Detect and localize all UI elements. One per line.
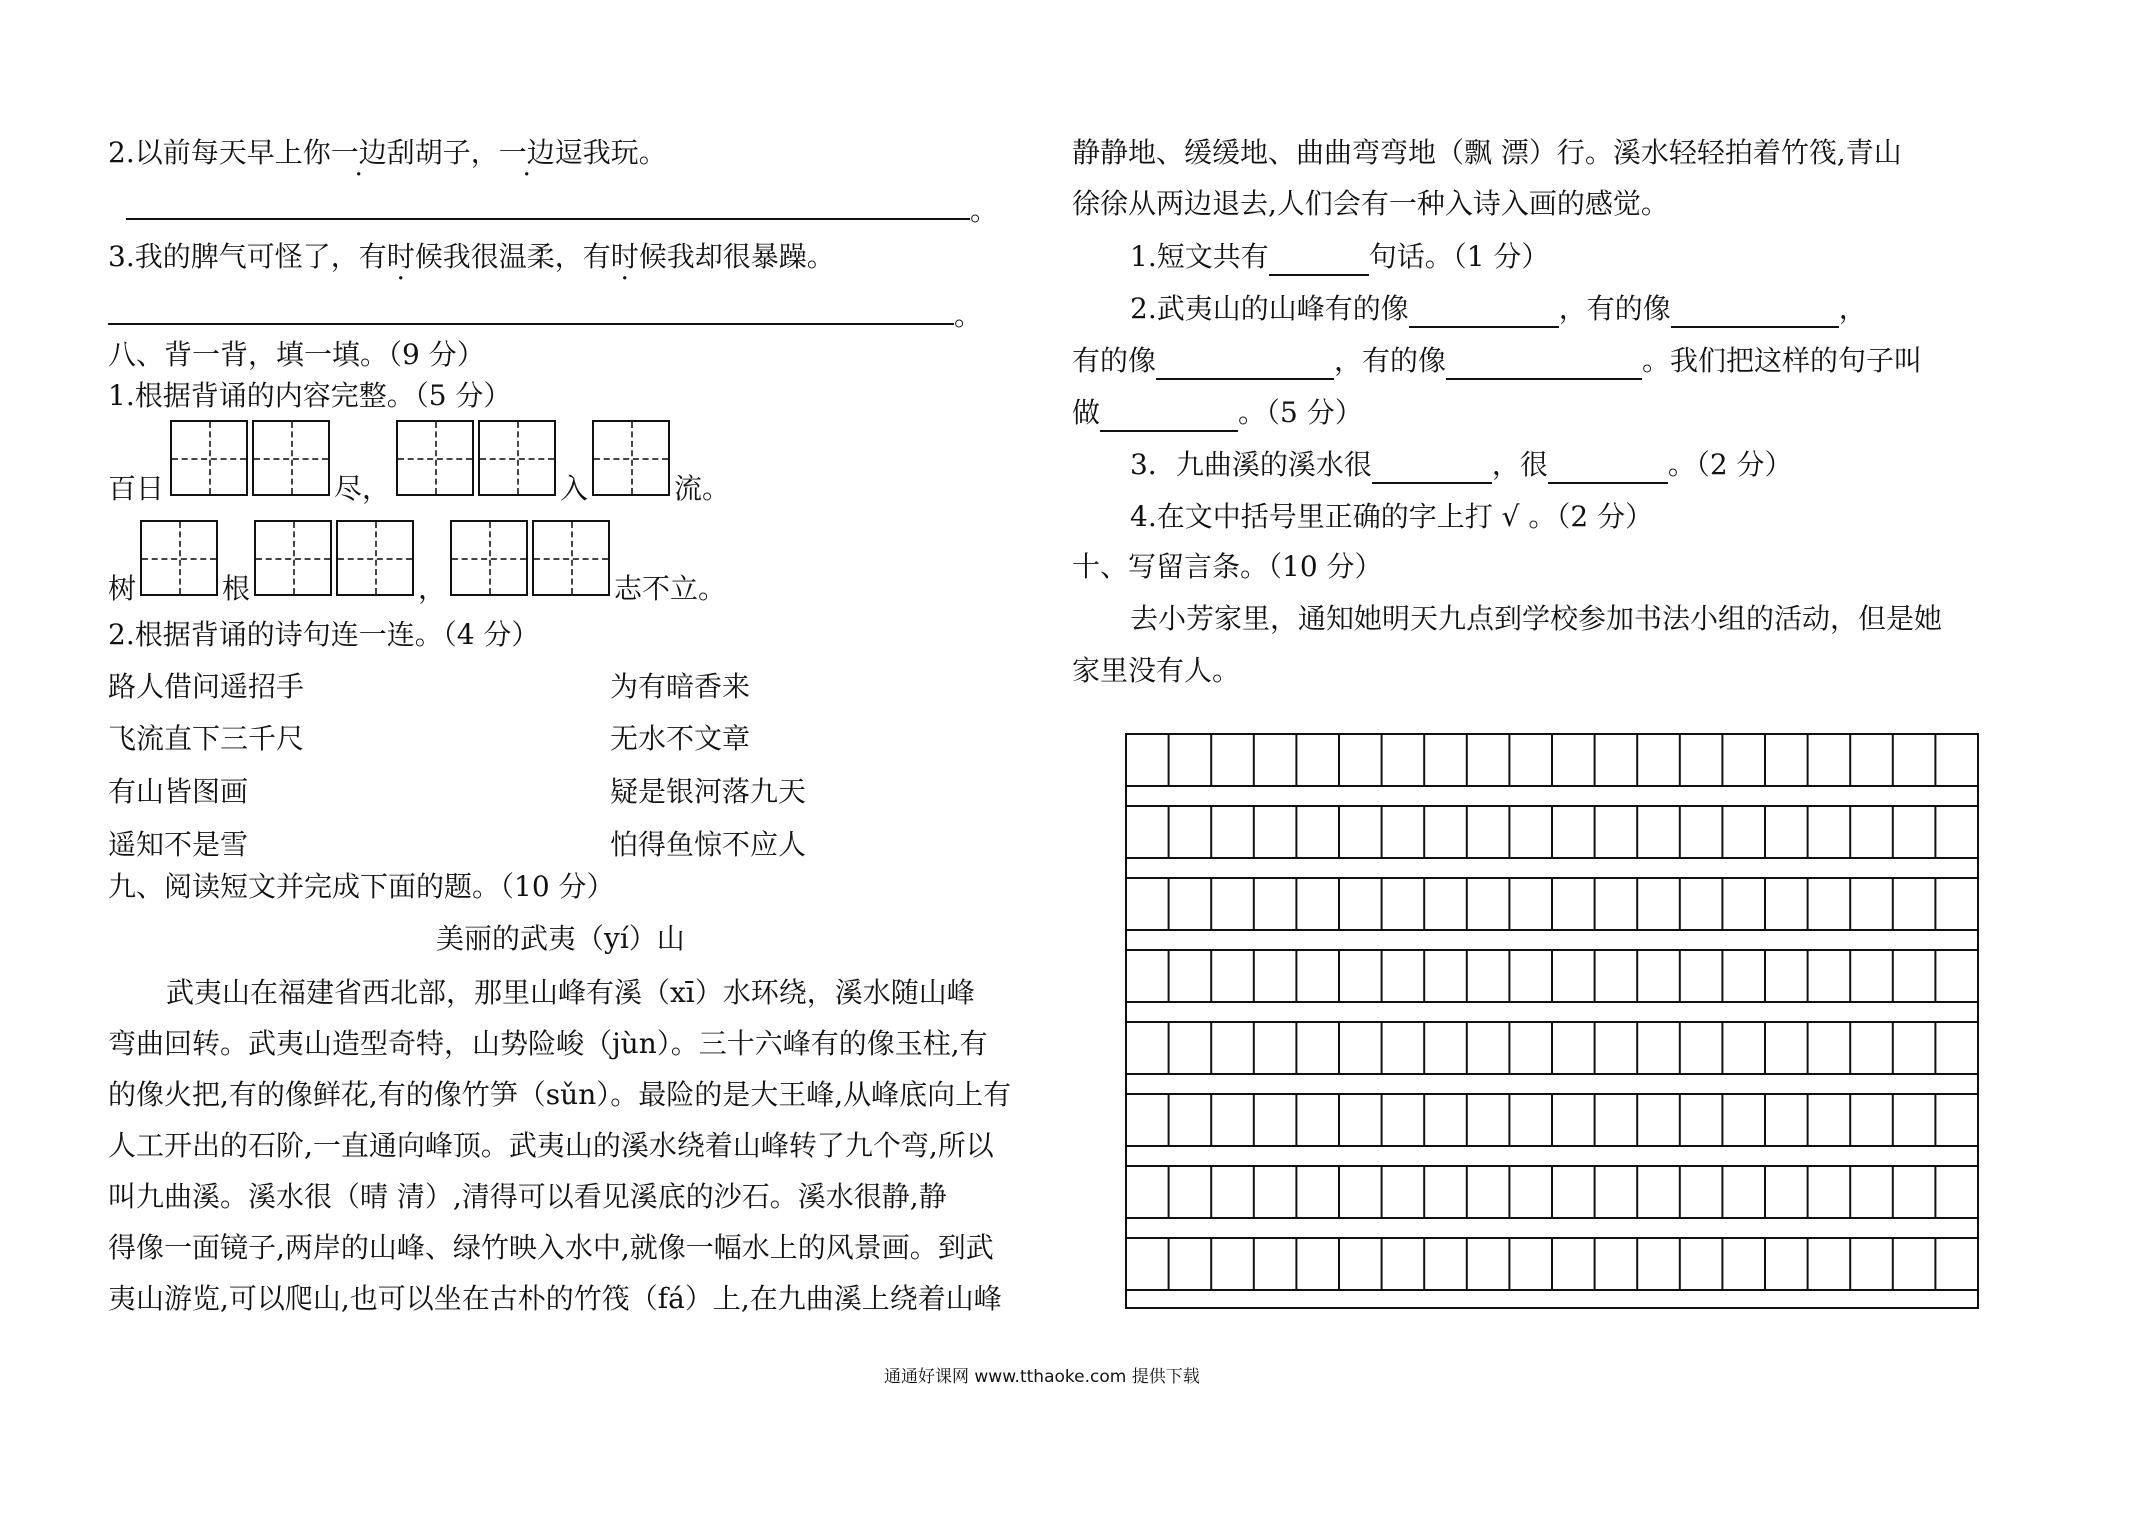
- q2-dotted-word-1: 一边: [330, 136, 387, 169]
- q9-2-text-c: ，: [1838, 292, 1867, 325]
- q9-3-text-c: 。（2 分）: [1667, 448, 1793, 481]
- footer-credit: 通通好课网 www.tthaoke.com 提供下载: [884, 1367, 1200, 1387]
- section-10-title: 十、写留言条。（10 分）: [1072, 550, 1383, 583]
- article-line: 叫九曲溪。溪水很（晴 清）,清得可以看见溪底的沙石。溪水很静,静: [108, 1180, 947, 1213]
- poem1-text-b: 尽，: [334, 472, 391, 505]
- char-box[interactable]: [478, 420, 556, 496]
- section-8-q1: 1.根据背诵的内容完整。（5 分）: [108, 379, 512, 412]
- poem2-text-a: 树: [108, 572, 137, 605]
- q3-answer-line[interactable]: [108, 323, 954, 325]
- article-line: 弯曲回转。武夷山造型奇特，山势险峻（jùn）。三十六峰有的像玉柱,有: [108, 1027, 988, 1060]
- q9-2-text-h: 。（5 分）: [1238, 396, 1363, 429]
- q9-2-blank-2[interactable]: [1671, 296, 1839, 328]
- q3-dotted-word-1: 有时候: [358, 240, 443, 273]
- poem2-text-b: 根: [222, 572, 251, 605]
- q9-1-blank[interactable]: [1269, 244, 1369, 276]
- q9-2-blank-5[interactable]: [1100, 400, 1238, 432]
- article-line: 徐徐从两边退去,人们会有一种入诗入画的感觉。: [1072, 187, 1669, 220]
- q3-dotted-word-2: 有时候: [582, 240, 667, 273]
- q9-2-text-b: ，有的像: [1558, 292, 1671, 325]
- q9-3-text-a: 3．九曲溪的溪水很: [1130, 448, 1372, 481]
- q2-sentence: [108, 134, 667, 172]
- q9-2-blank-3[interactable]: [1156, 348, 1334, 380]
- q9-2-blank-4[interactable]: [1446, 348, 1642, 380]
- section-10-prompt-line1: 去小芳家里，通知她明天九点到学校参加书法小组的活动，但是她: [1130, 602, 1943, 635]
- q9-2-text-f: 。我们把这样的句子叫: [1642, 344, 1923, 377]
- q9-2-line1: [1130, 290, 1867, 328]
- q2-text-a: 2.以前每天早上你: [108, 136, 331, 169]
- section-10-prompt-line2: 家里没有人。: [1072, 654, 1241, 687]
- match-right-item[interactable]: 无水不文章: [610, 722, 751, 755]
- match-right-item[interactable]: 怕得鱼惊不应人: [610, 828, 807, 861]
- q9-2-blank-1[interactable]: [1409, 296, 1559, 328]
- section-9-title: 九、阅读短文并完成下面的题。（10 分）: [108, 870, 615, 903]
- q3-text-c: 我却很暴躁。: [666, 240, 835, 273]
- writing-grid[interactable]: [1124, 732, 1981, 1332]
- match-right-item[interactable]: 为有暗香来: [610, 670, 751, 703]
- article-line: 武夷山在福建省西北部，那里山峰有溪（xī）水环绕，溪水随山峰: [166, 976, 975, 1009]
- match-left-item[interactable]: 有山皆图画: [108, 775, 249, 808]
- q3-end-mark: 。: [954, 299, 983, 332]
- article-line: 人工开出的石阶,一直通向峰顶。武夷山的溪水绕着山峰转了九个弯,所以: [108, 1129, 994, 1162]
- char-box[interactable]: [254, 520, 332, 596]
- q9-3-text-b: ，很: [1491, 448, 1548, 481]
- article-line: 得像一面镜子,两岸的山峰、绿竹映入水中,就像一幅水上的风景画。到武: [108, 1231, 994, 1264]
- q3-text-a: 3.我的脾气可怪了，: [108, 240, 359, 273]
- char-box[interactable]: [450, 520, 528, 596]
- section-8-q2: 2.根据背诵的诗句连一连。（4 分）: [108, 618, 540, 651]
- char-box[interactable]: [396, 420, 474, 496]
- q9-1: [1130, 238, 1549, 276]
- q2-text-c: 逗我玩。: [554, 136, 667, 169]
- q9-2-text-e: ，有的像: [1334, 344, 1447, 377]
- q9-1-text-a: 1.短文共有: [1130, 240, 1269, 273]
- q9-1-text-b: 句话。（1 分）: [1368, 240, 1550, 273]
- q2-text-b: 刮胡子，: [386, 136, 499, 169]
- q9-3-blank-1[interactable]: [1372, 452, 1492, 484]
- q9-2-text-g: 做: [1072, 396, 1101, 429]
- q2-answer-line[interactable]: [126, 218, 970, 220]
- q2-end-mark: 。: [970, 194, 999, 227]
- poem2-text-c: ，: [418, 572, 447, 605]
- q9-3-blank-2[interactable]: [1548, 452, 1668, 484]
- section-8-title: 八、背一背，填一填。（9 分）: [108, 338, 485, 371]
- poem1-text-a: 百日: [108, 472, 165, 505]
- q9-2-text-a: 2.武夷山的山峰有的像: [1130, 292, 1409, 325]
- char-box[interactable]: [336, 520, 414, 596]
- q9-2-line3: [1072, 394, 1363, 432]
- match-left-item[interactable]: 飞流直下三千尺: [108, 722, 305, 755]
- article-line: 的像火把,有的像鲜花,有的像竹笋（sǔn）。最险的是大王峰,从峰底向上有: [108, 1078, 1012, 1111]
- match-right-item[interactable]: 疑是银河落九天: [610, 775, 807, 808]
- char-box[interactable]: [592, 420, 670, 496]
- q2-dotted-word-2: 一边: [498, 136, 555, 169]
- q3-text-b: 我很温柔，: [442, 240, 583, 273]
- poem1-text-d: 流。: [674, 472, 731, 505]
- char-box[interactable]: [252, 420, 330, 496]
- q9-2-text-d: 有的像: [1072, 344, 1157, 377]
- article-line: 静静地、缓缓地、曲曲弯弯地（飘 漂）行。溪水轻轻拍着竹筏,青山: [1072, 136, 1902, 169]
- poem1-text-c: 入: [560, 472, 589, 505]
- q9-3: [1130, 446, 1793, 484]
- q3-sentence: [108, 238, 835, 276]
- poem2-text-d: 志不立。: [614, 572, 727, 605]
- q9-2-line2: [1072, 342, 1922, 380]
- article-line: 夷山游览,可以爬山,也可以坐在古朴的竹筏（fá）上,在九曲溪上绕着山峰: [108, 1282, 1002, 1315]
- q9-4: 4.在文中括号里正确的字上打 √ 。（2 分）: [1130, 500, 1654, 533]
- match-left-item[interactable]: 遥知不是雪: [108, 828, 249, 861]
- match-left-item[interactable]: 路人借问遥招手: [108, 670, 305, 703]
- char-box[interactable]: [170, 420, 248, 496]
- article-title: 美丽的武夷（yí）山: [436, 922, 685, 955]
- char-box[interactable]: [532, 520, 610, 596]
- char-box[interactable]: [140, 520, 218, 596]
